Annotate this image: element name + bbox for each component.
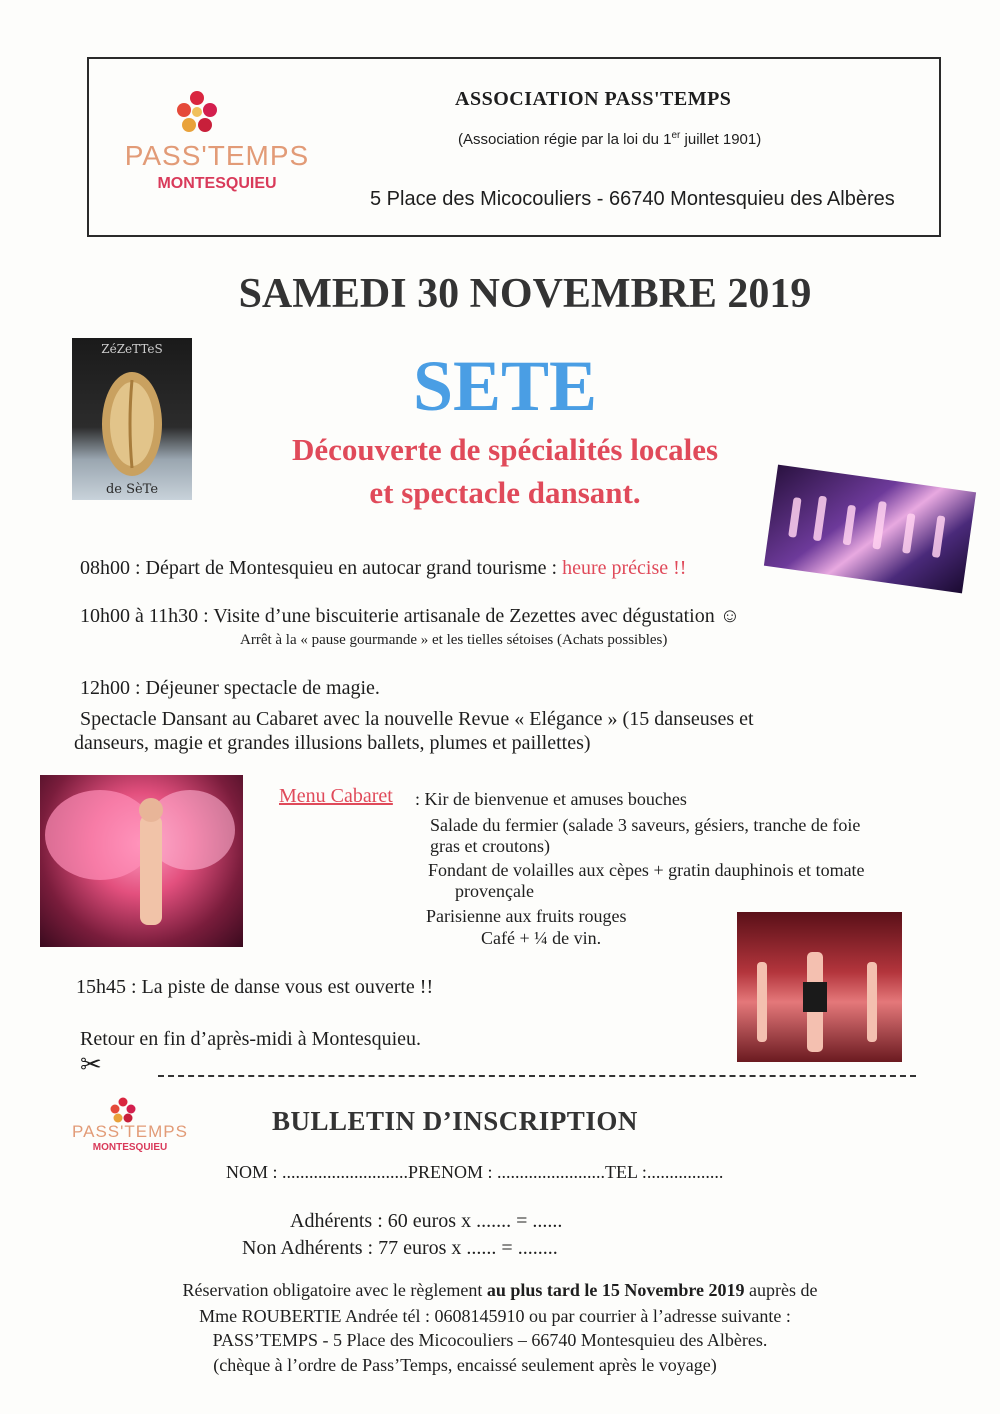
logo-text-sub: MONTESQUIEU bbox=[157, 175, 277, 192]
program-line-visit-note: Arrêt à la « pause gourmande » et les tielles sétoises (Achats possibles) bbox=[240, 632, 668, 648]
program-line-departure-text: 08h00 : Départ de Montesquieu en autocar grand tourisme : bbox=[80, 557, 563, 579]
menu-item: : Kir de bienvenue et amuses bouches bbox=[415, 789, 687, 809]
price-members: Adhérents : 60 euros x ....... = ...... bbox=[290, 1210, 563, 1232]
footer-cheque-line: (chèque à l’ordre de Pass’Temps, encaissé seulement après le voyage) bbox=[213, 1355, 717, 1375]
zezettes-caption-top: ZéZeTTeS bbox=[101, 342, 163, 356]
footer-reservation-pre: Réservation obligatoire avec le règlement bbox=[182, 1280, 487, 1300]
program-line-show-cont: danseurs, magie et grandes illusions ballets, plumes et paillettes) bbox=[74, 732, 591, 754]
logo-small-text-main: PASS'TEMPS bbox=[72, 1122, 188, 1141]
feather-dancer-photo bbox=[40, 775, 243, 947]
menu-item: Parisienne aux fruits rouges bbox=[426, 906, 627, 926]
event-subtitle-line1: Découverte de spécialités locales bbox=[291, 432, 719, 467]
menu-item: Salade du fermier (salade 3 saveurs, gésiers, tranche de foie bbox=[430, 815, 861, 835]
program-line-departure bbox=[80, 557, 686, 580]
price-non-members: Non Adhérents : 77 euros x ...... = ........ bbox=[242, 1237, 558, 1259]
registration-form-line: NOM : ............................PRENOM : ........................TEL :................. bbox=[226, 1162, 724, 1182]
scissors-icon: ✂ bbox=[80, 1050, 102, 1080]
menu-item: Café + ¼ de vin. bbox=[481, 928, 602, 948]
bulletin-title: BULLETIN D’INSCRIPTION bbox=[272, 1106, 638, 1136]
program-line-lunch: 12h00 : Déjeuner spectacle de magie. bbox=[80, 677, 380, 699]
feather-dancer-icon bbox=[40, 775, 243, 947]
zezettes-caption-bottom: de SèTe bbox=[105, 482, 159, 497]
program-line-show: Spectacle Dansant au Cabaret avec la nouvelle Revue « Elégance » (15 danseuses et bbox=[80, 708, 754, 730]
menu-cabaret-label: Menu Cabaret bbox=[279, 785, 393, 807]
program-line-departure-highlight: heure précise !! bbox=[562, 557, 687, 579]
program-line-return: Retour en fin d’après-midi à Montesquieu. bbox=[80, 1028, 422, 1050]
association-subtitle-pre: (Association régie par la loi du 1 bbox=[458, 131, 672, 148]
program-line-dance: 15h45 : La piste de danse vous est ouverte !! bbox=[76, 976, 434, 998]
logo-small-text-sub: MONTESQUIEU bbox=[92, 1142, 168, 1153]
association-title: ASSOCIATION PASS'TEMPS bbox=[455, 88, 732, 110]
program-line-visit: 10h00 à 11h30 : Visite d’une biscuiterie artisanale de Zezettes avec dégustation ☺ bbox=[80, 605, 741, 627]
menu-item: gras et croutons) bbox=[430, 836, 550, 856]
footer-reservation-deadline: au plus tard le 15 Novembre 2019 bbox=[486, 1280, 745, 1300]
footer-reservation-post: auprès de bbox=[744, 1280, 818, 1300]
zezettes-photo bbox=[72, 338, 192, 500]
logo-text-main: PASS'TEMPS bbox=[124, 140, 310, 171]
flower-logo-small-icon bbox=[108, 1096, 138, 1124]
red-cabaret-dancers-photo bbox=[737, 912, 902, 1062]
red-dancers-icon bbox=[737, 912, 902, 1062]
event-date: SAMEDI 30 NOVEMBRE 2019 bbox=[238, 271, 812, 317]
association-subtitle-sup: er bbox=[671, 130, 681, 141]
menu-item: provençale bbox=[455, 881, 534, 901]
event-subtitle-line2: et spectacle dansant. bbox=[369, 475, 641, 510]
footer-reservation-line bbox=[0, 1280, 1000, 1301]
footer-address-line: PASS’TEMPS - 5 Place des Micocouliers – 66740 Montesquieu des Albères. bbox=[212, 1330, 768, 1350]
association-address: 5 Place des Micocouliers - 66740 Montesquieu des Albères bbox=[370, 188, 895, 210]
event-city: SETE bbox=[412, 346, 598, 426]
biscuit-icon bbox=[92, 360, 172, 485]
footer-contact-line: Mme ROUBERTIE Andrée tél : 0608145910 ou par courrier à l’adresse suivante : bbox=[199, 1306, 791, 1326]
association-subtitle-post: juillet 1901) bbox=[680, 131, 762, 148]
cut-line-divider bbox=[158, 1075, 916, 1077]
menu-item: Fondant de volailles aux cèpes + gratin dauphinois et tomate bbox=[428, 860, 865, 880]
pass-temps-logo-small bbox=[70, 1096, 190, 1156]
association-subtitle bbox=[458, 130, 761, 148]
